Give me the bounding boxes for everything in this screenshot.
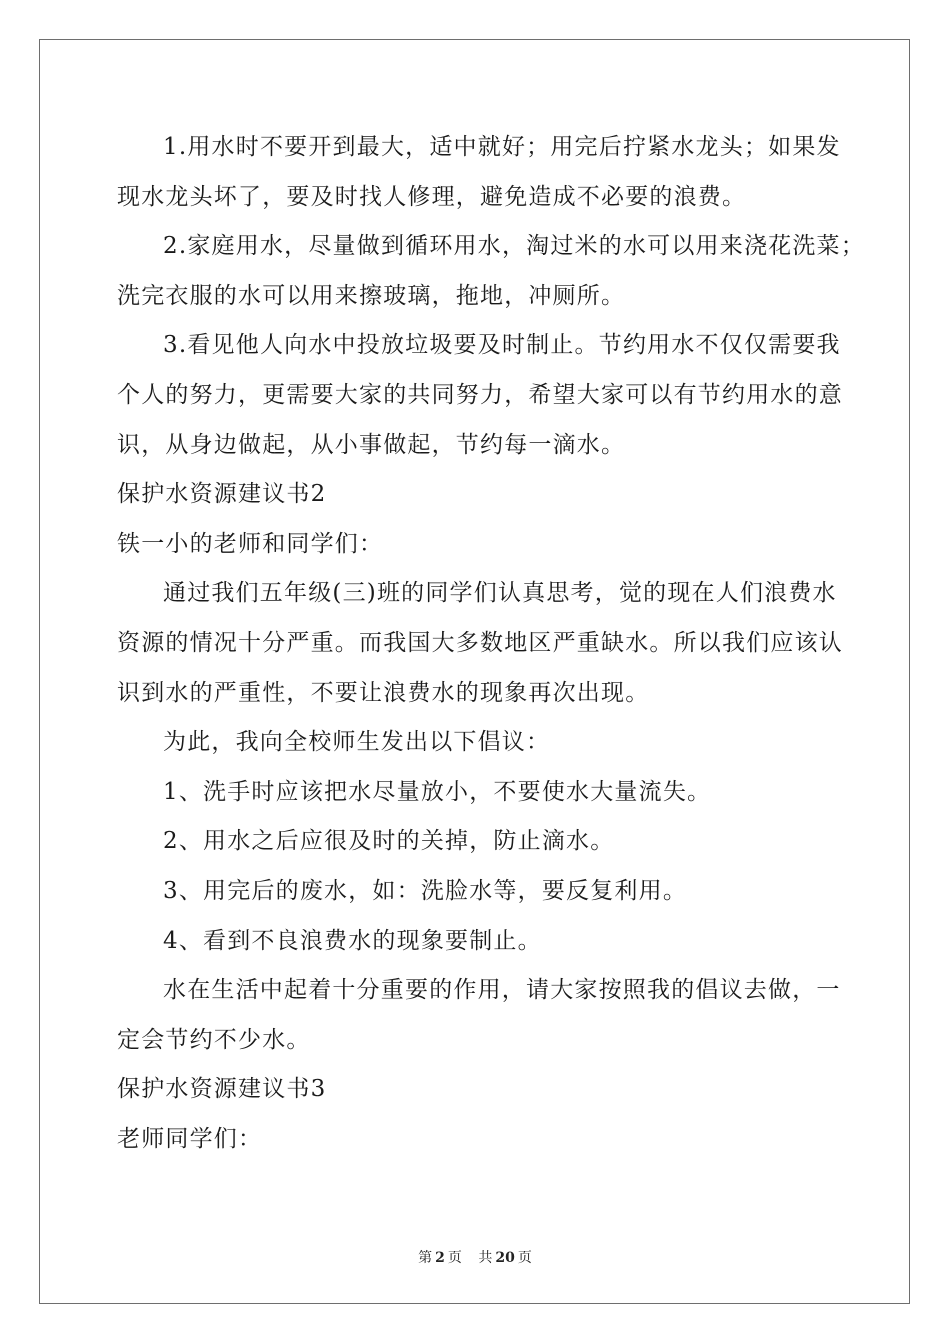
total-suffix: 页 xyxy=(517,1250,532,1266)
page-number: 2 xyxy=(435,1250,445,1266)
paragraph-line: 识，从身边做起，从小事做起，节约每一滴水。 xyxy=(117,431,626,458)
page-indicator xyxy=(415,1250,465,1266)
paragraph-line: 2.家庭用水，尽量做到循环用水，淘过米的水可以用来浇花洗菜； xyxy=(163,233,865,260)
list-item: 1、洗手时应该把水尽量放小，不要使水大量流失。 xyxy=(163,778,712,805)
document-body xyxy=(117,123,865,1164)
paragraph-line: 水在生活中起着十分重要的作用，请大家按照我的倡议去做，一 xyxy=(163,977,841,1004)
total-prefix: 共 xyxy=(478,1250,493,1266)
paragraph-line: 识到水的严重性，不要让浪费水的现象再次出现。 xyxy=(117,679,650,706)
salutation: 铁一小的老师和同学们： xyxy=(117,530,384,557)
paragraph-line: 通过我们五年级(三)班的同学们认真思考，觉的现在人们浪费水 xyxy=(163,580,837,607)
list-item: 2、用水之后应很及时的关掉，防止滴水。 xyxy=(163,828,615,855)
paragraph-line: 洗完衣服的水可以用来擦玻璃，拖地，冲厕所。 xyxy=(117,282,626,309)
paragraph-line: 1.用水时不要开到最大，适中就好；用完后拧紧水龙头；如果发 xyxy=(163,134,841,160)
list-item: 4、看到不良浪费水的现象要制止。 xyxy=(163,927,542,954)
paragraph-line: 为此，我向全校师生发出以下倡议： xyxy=(163,729,551,756)
paragraph-line: 3.看见他人向水中投放垃圾要及时制止。节约用水不仅仅需要我 xyxy=(163,332,841,359)
paragraph-line: 个人的努力，更需要大家的共同努力，希望大家可以有节约用水的意 xyxy=(117,381,843,408)
list-item: 3、用完后的废水，如：洗脸水等，要反复利用。 xyxy=(163,877,688,904)
paragraph-line: 定会节约不少水。 xyxy=(117,1026,311,1053)
page-prefix: 第 xyxy=(418,1250,433,1266)
page-suffix: 页 xyxy=(447,1250,462,1266)
paragraph-line: 资源的情况十分严重。而我国大多数地区严重缺水。所以我们应该认 xyxy=(117,629,843,656)
salutation: 老师同学们： xyxy=(117,1125,263,1152)
paragraph-line: 现水龙头坏了，要及时找人修理，避免造成不必要的浪费。 xyxy=(117,183,747,210)
page-footer xyxy=(0,1247,950,1267)
total-pages: 20 xyxy=(495,1250,515,1266)
section-heading: 保护水资源建议书2 xyxy=(117,481,327,508)
total-indicator xyxy=(475,1250,534,1266)
section-heading: 保护水资源建议书3 xyxy=(117,1076,327,1103)
